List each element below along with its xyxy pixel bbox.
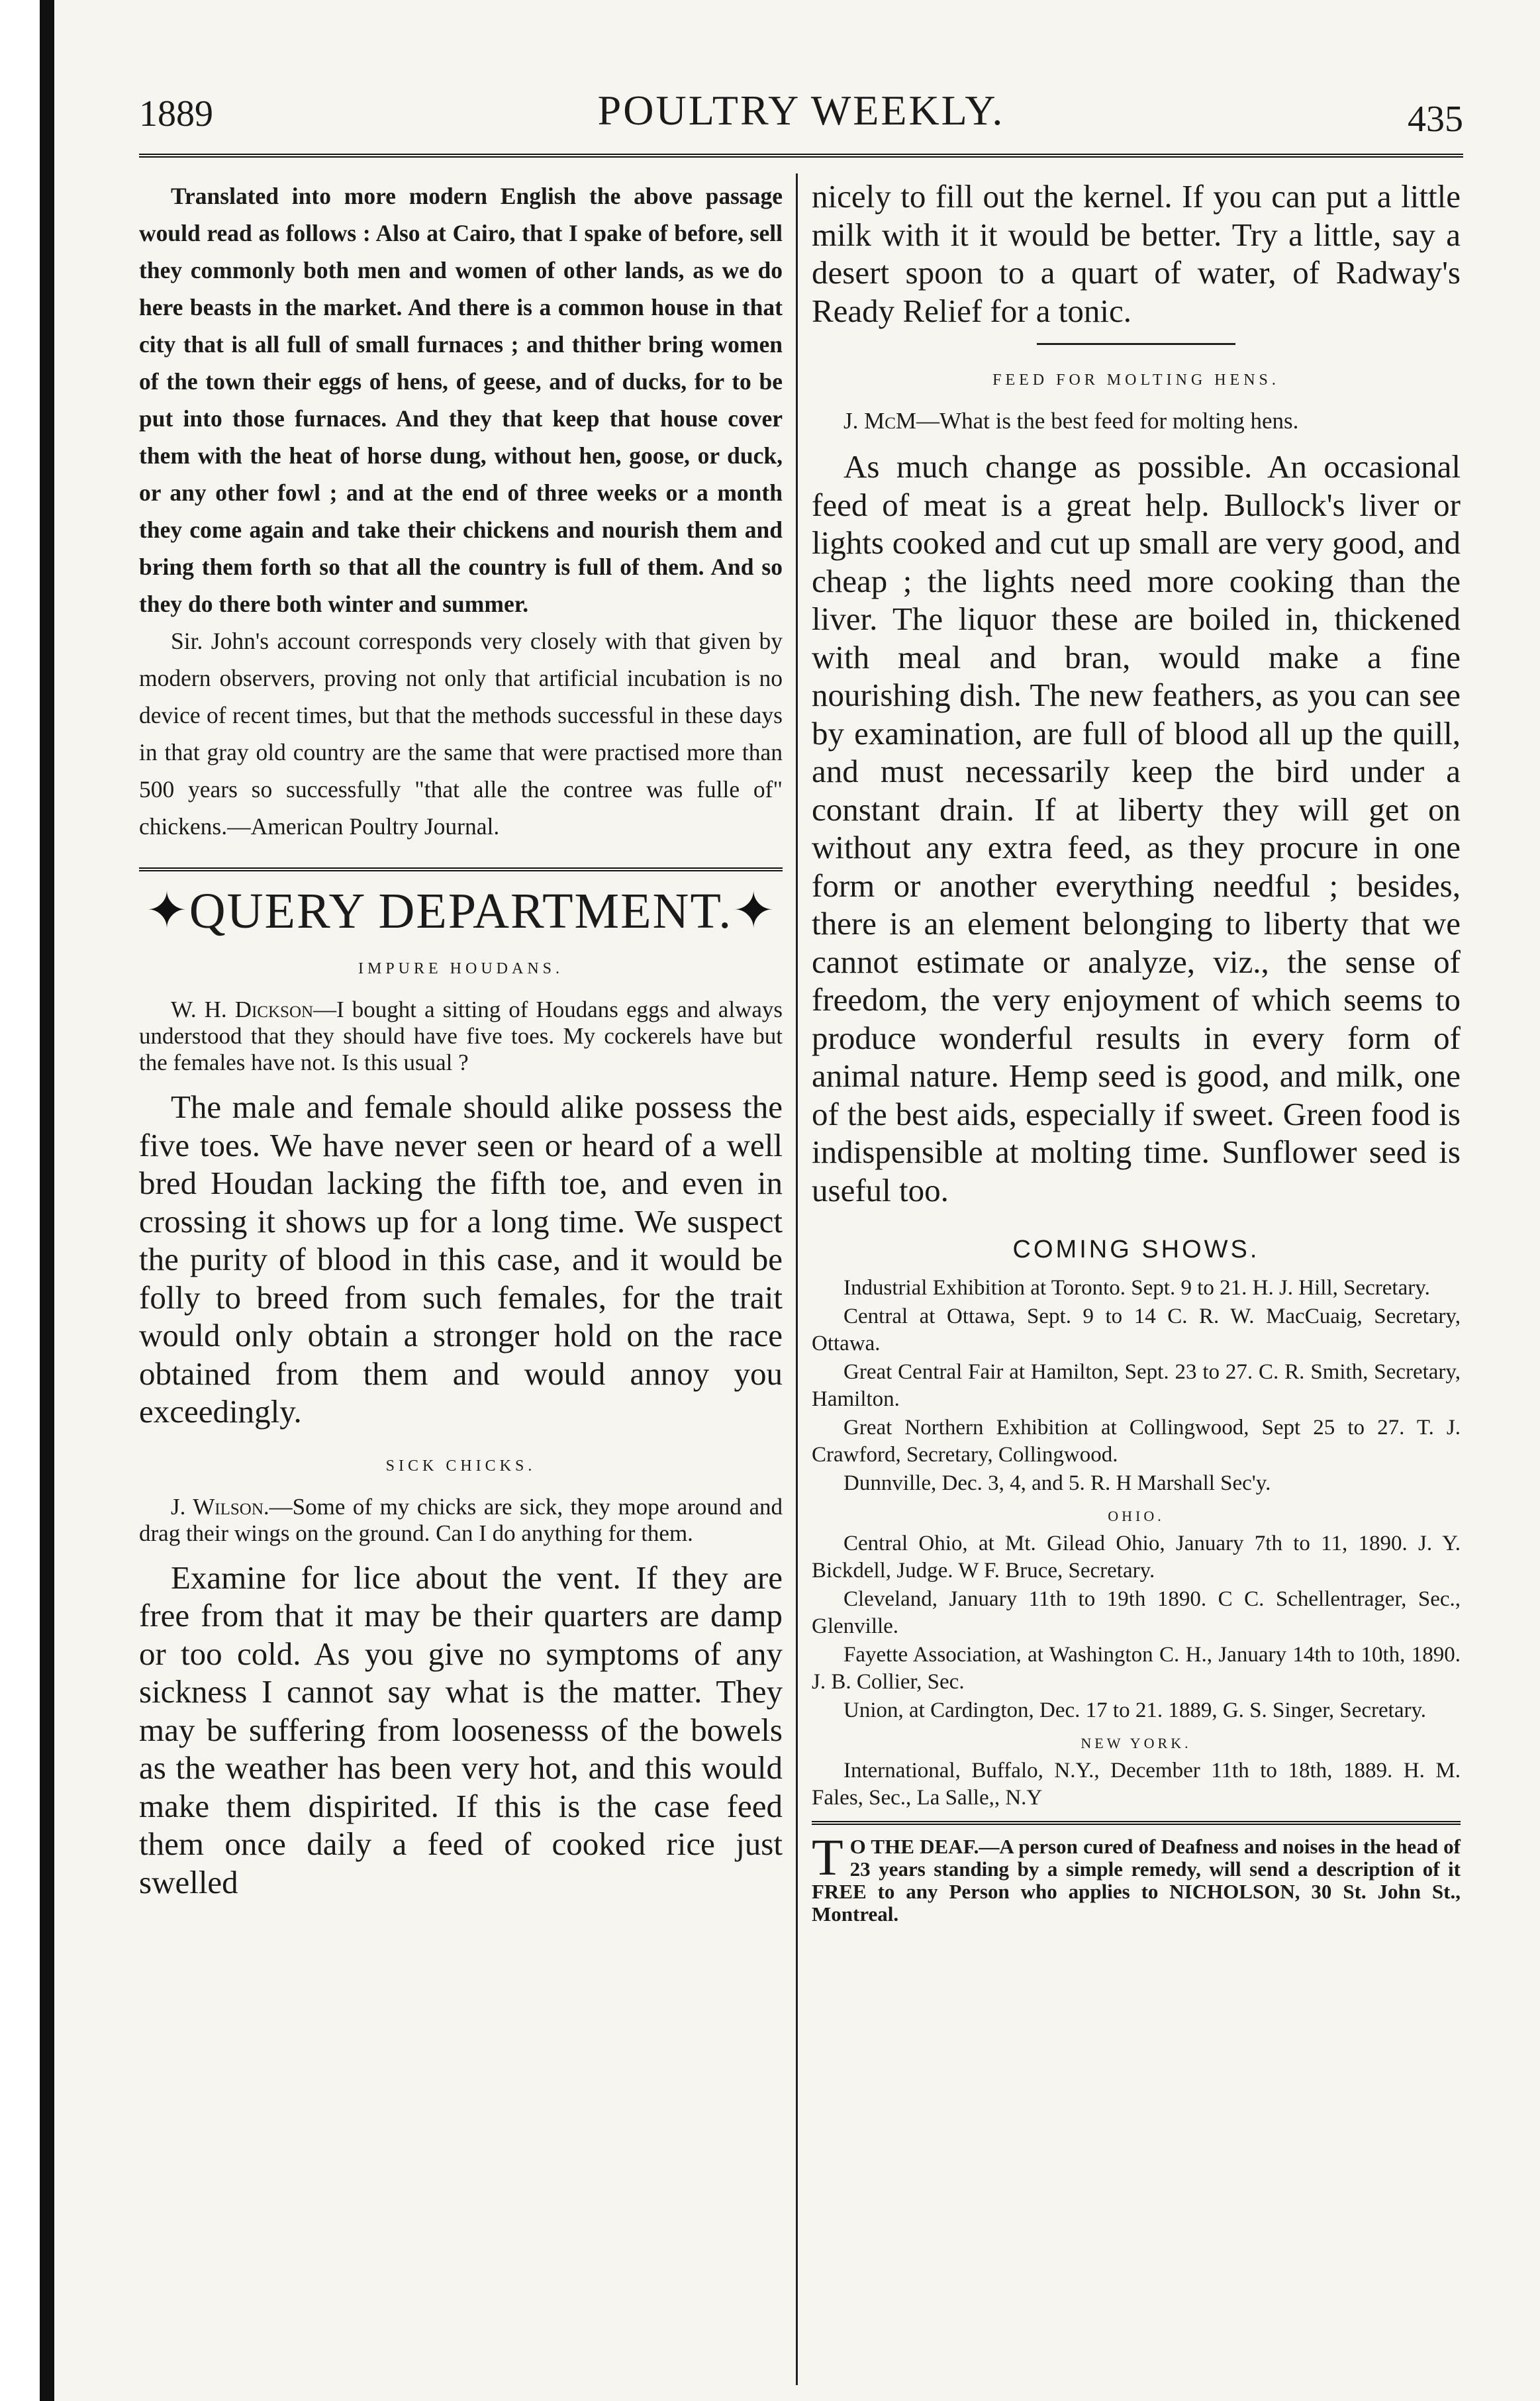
- question-text: —What is the best feed for molting hens.: [916, 408, 1299, 434]
- query-heading: FEED FOR MOLTING HENS.: [992, 371, 1280, 389]
- query-question: [139, 1494, 783, 1547]
- query-answer: The male and female should alike possess the five toes. We have never seen or heard of a well bred Houdan lacking the fifth toe, and even in crossing it shows up for a long time. We suspect the purity of blood in this case, and it would be folly to breed from such females, for the trait would only obtain a stronger hold on the race obtained from them and would annoy you exceedingly.: [139, 1089, 783, 1430]
- page-number: 435: [1408, 99, 1463, 140]
- state-heading: NEW YORK.: [1081, 1735, 1192, 1751]
- show-list-new-york: [812, 1757, 1461, 1812]
- show-entry: Union, at Cardington, Dec. 17 to 21. 1889, G. S. Singer, Secretary.: [843, 1698, 1427, 1722]
- left-column: [139, 177, 783, 1901]
- divider: [1037, 343, 1235, 345]
- column-separator: [796, 173, 798, 2385]
- query-question: [812, 408, 1461, 434]
- show-entry: Cleveland, January 11th to 19th 1890. C C. Schellentrager, Sec., Glenville.: [812, 1587, 1461, 1638]
- show-entry: International, Buffalo, N.Y., December 11th to 18th, 1889. H. M. Fales, Sec., La Salle,, N.Y: [812, 1759, 1461, 1810]
- show-entry: Industrial Exhibition at Toronto. Sept. 9 to 21. H. J. Hill, Secretary.: [843, 1276, 1430, 1300]
- show-entry: Central Ohio, at Mt. Gilead Ohio, January 7th to 11, 1890. J. Y. Bickdell, Judge. W F. Bruce, Secretary.: [812, 1532, 1461, 1583]
- running-header: [139, 86, 1463, 139]
- question-text: —Some of my chicks are sick, they mope around and drag their wings on the ground. Can I do anything for them.: [139, 1493, 783, 1546]
- notice-rule: [812, 1821, 1461, 1825]
- show-entry: Great Central Fair at Hamilton, Sept. 23 to 27. C. R. Smith, Secretary, Hamilton.: [812, 1360, 1461, 1411]
- fleuron-icon: ✦: [732, 883, 776, 939]
- querent-name: J. McM: [843, 408, 917, 434]
- querent-name: J. Wilson.: [171, 1493, 269, 1520]
- show-list-ohio: [812, 1530, 1461, 1724]
- publication-title: POULTRY WEEKLY.: [597, 87, 1005, 134]
- query-answer: Examine for lice about the vent. If they are free from that it may be their quarters are damp or too cold. As you give no symptoms of any sickness I cannot say what is the matter. They may be suffering from loosenesss of the bowels as the weather has been very hot, and this would make them dispirited. If this is the case feed them once daily a feed of cooked rice just swelled: [139, 1559, 783, 1900]
- query-question: [139, 997, 783, 1076]
- show-entry: Central at Ottawa, Sept. 9 to 14 C. R. W. MacCuaig, Secretary, Ottawa.: [812, 1304, 1461, 1355]
- continued-answer: nicely to fill out the kernel. If you can put a little milk with it it would be better. Try a little, say a desert spoon to a quart of water, of Radway's Ready Relief for a tonic.: [812, 178, 1461, 329]
- section-rule: [139, 867, 783, 871]
- deafness-notice: [812, 1828, 1461, 1926]
- show-entry: Great Northern Exhibition at Collingwood, Sept 25 to 27. T. J. Crawford, Secretary, Collingwood.: [812, 1416, 1461, 1467]
- right-column: [812, 177, 1461, 1926]
- querent-name: W. H. Dickson: [171, 997, 314, 1022]
- header-rule: [139, 154, 1463, 158]
- query-heading: SICK CHICKS.: [385, 1457, 536, 1475]
- query-heading: IMPURE HOUDANS.: [358, 960, 564, 977]
- fleuron-icon: ✦: [146, 883, 189, 939]
- show-entry: Fayette Association, at Washington C. H., January 14th to 10th, 1890. J. B. Collier, Sec.: [812, 1643, 1461, 1694]
- state-heading: OHIO.: [1108, 1508, 1165, 1524]
- article-paragraph: Translated into more modern English the above passage would read as follows : Also at Cairo, that I spake of before, sell they commonly both men and women of other lands, as we do here beasts in the market. And there is a common house in that city that is all full of small furnaces ; and thither bring women of the town their eggs of hens, of geese, and of ducks, for to be put into those furnaces. And they that keep that house cover them with the heat of horse dung, without hen, goose, or duck, or any other fowl ; and at the end of three weeks or a month they come again and take their chickens and nourish them and bring them forth so that all the country is full of them. And so they do there both winter and summer.: [139, 183, 783, 617]
- show-entry: Dunnville, Dec. 3, 4, and 5. R. H Marshall Sec'y.: [843, 1471, 1271, 1495]
- show-list-canada: [812, 1275, 1461, 1497]
- query-answer: As much change as possible. An occasional feed of meat is a great help. Bullock's liver or lights cooked and cut up small are very good, and cheap ; the lights need more cooking than the liver. The liquor these are boiled in, thickened with meal and bran, would make a fine nourishing dish. The new feathers, as you can see by examination, are full of blood all up the quill, and must necessarily keep the bird under a constant drain. If at liberty they will get on without any extra feed, as they procure in one form or another everything needful ; besides, there is an element belonging to liberty that we cannot estimate or analyze, viz., the sense of freedom, the very enjoyment of which seems to produce wonderful results in every form of animal nature. Hemp seed is good, and milk, one of the best aids, especially if sweet. Green food is indispensible at molting time. Sunflower seed is useful too.: [812, 448, 1461, 1208]
- page-margin: [0, 0, 40, 2401]
- coming-shows-heading: COMING SHOWS.: [1012, 1236, 1260, 1263]
- header-year: 1889: [139, 93, 213, 134]
- article-paragraph: Sir. John's account corresponds very closely with that given by modern observers, proving not only that artificial incubation is no device of recent times, but that the methods successful in these days in that gray old country are the same that were practised more than 500 years so successfully "that alle the contree was fulle of" chickens.—American Poultry Journal.: [139, 628, 783, 840]
- banner-title: QUERY DEPARTMENT.: [189, 883, 733, 939]
- notice-text: O THE DEAF.—A person cured of Deafness and noises in the head of 23 years standing by a simple remedy, will send a description of it FREE to any Person who applies to NICHOLSON, 30 St. John St., Montreal.: [812, 1835, 1461, 1926]
- query-department-banner: [139, 881, 783, 940]
- drop-cap: T: [812, 1828, 843, 1886]
- binding-edge: [40, 0, 54, 2401]
- question-text: —I bought a sitting of Houdans eggs and always understood that they should have five toes. My cockerels have but the females have not. Is this usual ?: [139, 997, 783, 1075]
